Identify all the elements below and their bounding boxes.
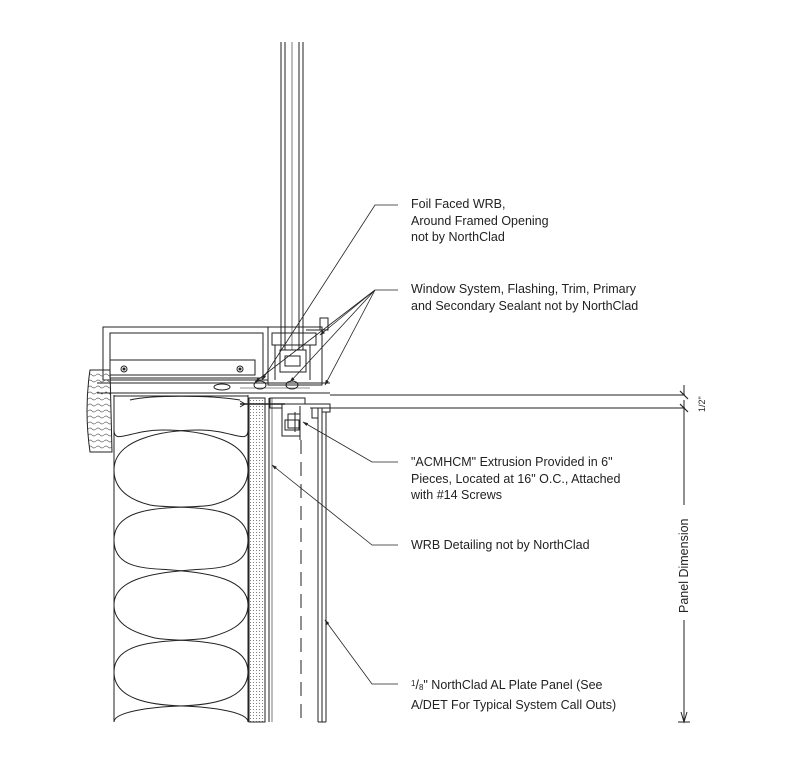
insulation-batt xyxy=(114,395,248,722)
gap-num: 1 xyxy=(697,406,707,412)
callout-foil-wrb xyxy=(411,196,549,246)
plate-panel xyxy=(310,408,330,722)
callout-line: Window System, Flashing, Trim, Primary xyxy=(411,282,637,296)
sheathing-wrb xyxy=(249,398,272,722)
callout-plate-panel xyxy=(411,676,616,713)
gap-dimension-label: 1/2" xyxy=(697,396,707,412)
fraction-numerator: 1 xyxy=(411,679,416,688)
callout-line: "ACMHCM" Extrusion Provided in 6" xyxy=(411,455,613,469)
callout-line: not by NorthClad xyxy=(411,230,505,244)
fraction-denominator: 8 xyxy=(418,683,424,692)
callout-text: " NorthClad AL Plate Panel (See xyxy=(423,678,603,692)
callout-extrusion xyxy=(411,454,620,504)
callout-wrb-detailing xyxy=(411,537,590,554)
panel-dimension-label xyxy=(677,519,691,614)
wood-blocking xyxy=(87,370,112,452)
callout-line: Foil Faced WRB, xyxy=(411,197,506,211)
window-glazing xyxy=(281,42,303,350)
callout-window-system xyxy=(411,281,638,314)
callout-line: with #14 Screws xyxy=(411,488,503,502)
callout-line: $^1$/8" NorthClad AL Plate Panel (See xyxy=(411,678,603,692)
callout-line: A/DET For Typical System Call Outs) xyxy=(411,697,617,712)
gap-den: 2 xyxy=(697,399,707,405)
gap-unit: " xyxy=(697,396,707,400)
callout-line: WRB Detailing not by NorthClad xyxy=(411,538,590,552)
callout-line: and Secondary Sealant not by NorthClad xyxy=(411,298,639,313)
callout-line: Around Framed Opening xyxy=(411,213,549,228)
panel-dimension-text: Panel Dimension xyxy=(677,518,691,613)
callout-line: Pieces, Located at 16" O.C., Attached xyxy=(411,471,621,486)
